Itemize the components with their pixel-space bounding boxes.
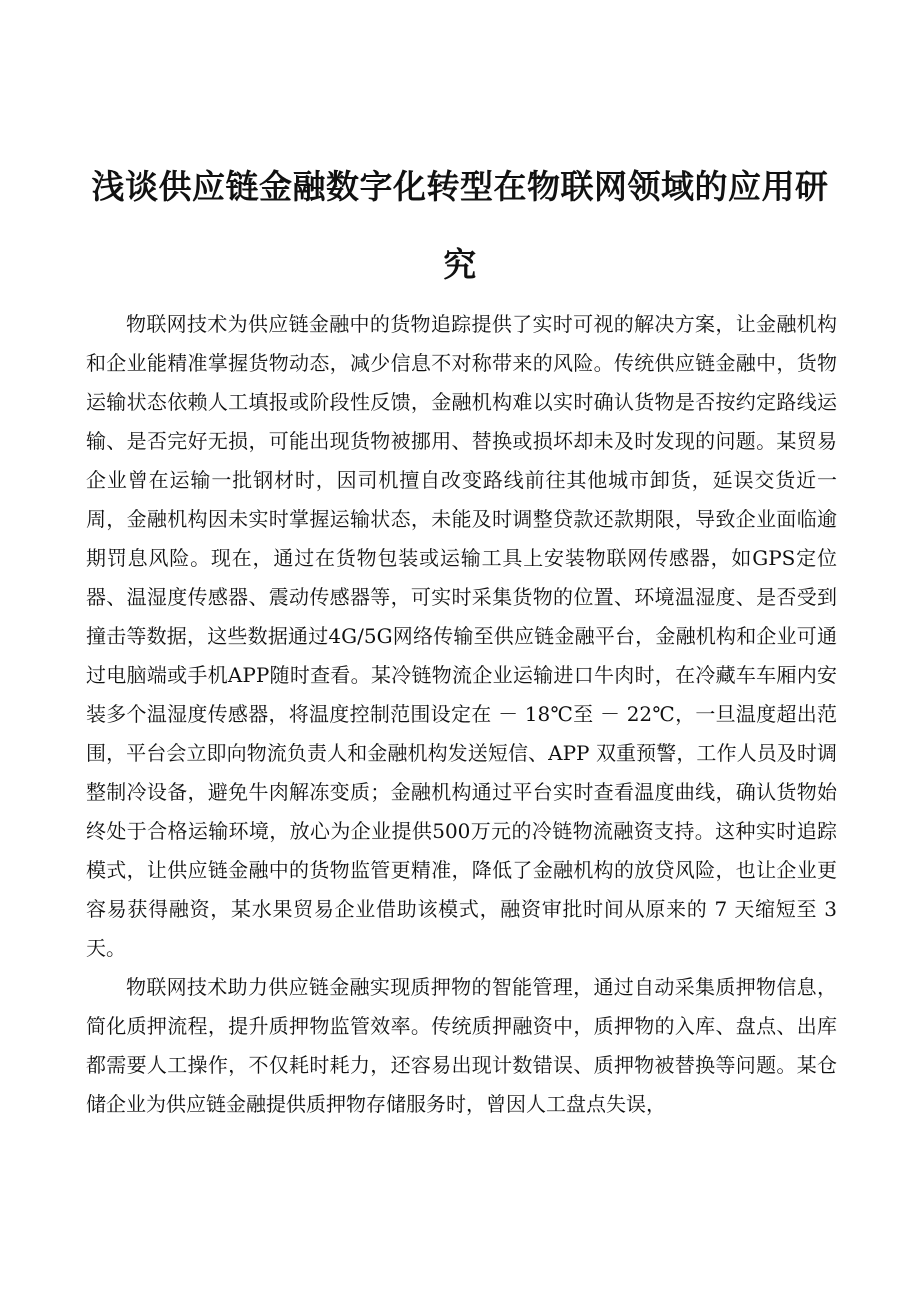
paragraph-iot-collateral-management: 物联网技术助力供应链金融实现质押物的智能管理，通过自动采集质押物信息，简化质押流程，提升质押物监管效率。传统质押融资中，质押物的入库、盘点、出库都需要人工操作，不仅耗时耗力，还容易出现计数错误、质押物被替换等问题。某仓储企业为供应链金融提供质押物存储服务时，曾因人工盘点失误， xyxy=(86,975,837,1116)
paragraph-iot-goods-tracking: 物联网技术为供应链金融中的货物追踪提供了实时可视的解决方案，让金融机构和企业能精准掌握货物动态，减少信息不对称带来的风险。传统供应链金融中，货物运输状态依赖人工填报或阶段性反馈，金融机构难以实时确认货物是否按约定路线运输、是否完好无损，可能出现货物被挪用、替换或损坏却未及时发现的问题。某贸易企业曾在运输一批钢材时，因司机擅自改变路线前往其他城市卸货，延误交货近一周，金融机构因未实时掌握运输状态，未能及时调整贷款还款期限，导致企业面临逾期罚息风险。现在，通过在货物包装或运输工具上安装物联网传感器，如GPS定位器、温湿度传感器、震动传感器等，可实时采集货物的位置、环境温湿度、是否受到撞击等数据，这些数据通过4G/5G网络传输至供应链金融平台，金融机构和企业可通过电脑端或手机APP随时查看。某冷链物流企业运输进口牛肉时，在冷藏车车厢内安装多个温湿度传感器，将温度控制范围设定在 － 18℃至 － 22℃，一旦温度超出范围，平台会立即向物流负责人和金融机构发送短信、APP 双重预警，工作人员及时调整制冷设备，避免牛肉解冻变质；金融机构通过平台实时查看温度曲线，确认货物始终处于合格运输环境，放心为企业提供500万元的冷链物流融资支持。这种实时追踪模式，让供应链金融中的货物监管更精准，降低了金融机构的放贷风险，也让企业更容易获得融资，某水果贸易企业借助该模式，融资审批时间从原来的 7 天缩短至 3 天。 xyxy=(86,312,837,960)
document-title: 浅谈供应链金融数字化转型在物联网领域的应用研究 xyxy=(91,167,829,284)
document-body xyxy=(86,305,837,1124)
